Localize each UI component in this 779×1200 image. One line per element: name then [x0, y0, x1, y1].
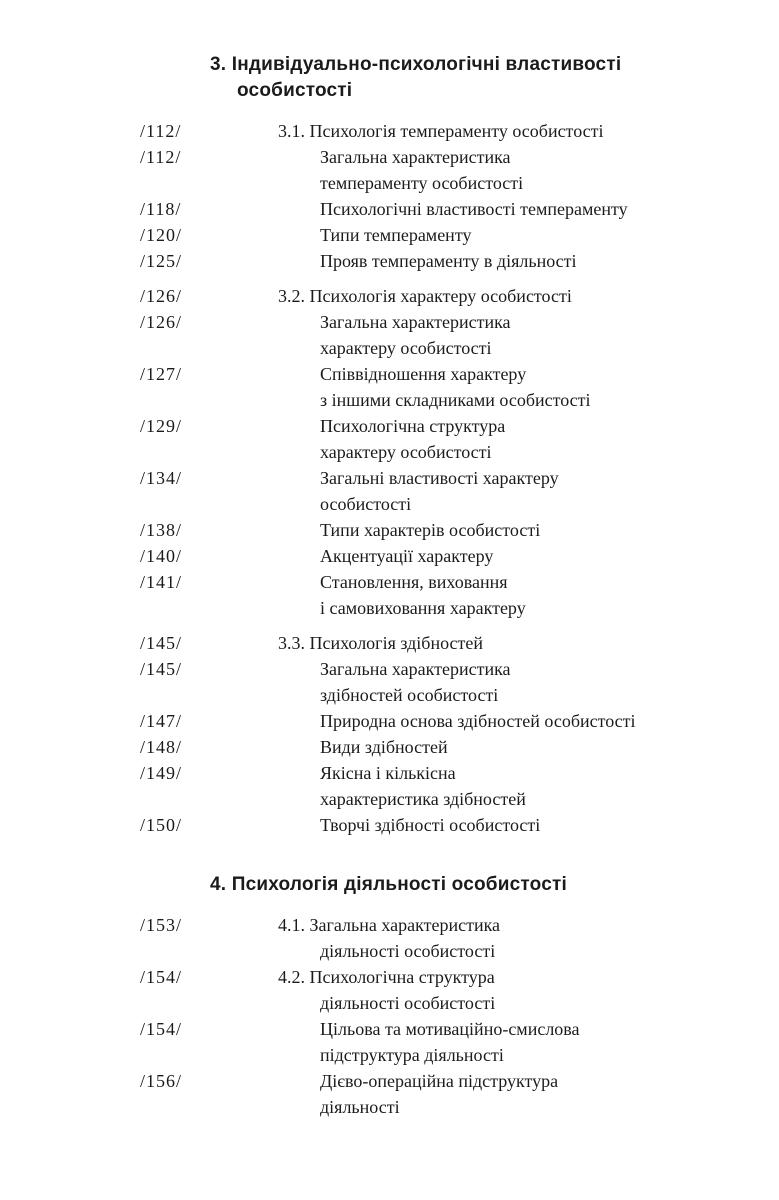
toc-page-number: /140/	[140, 546, 183, 566]
toc-entry	[0, 248, 779, 274]
toc-entry-title	[278, 283, 779, 309]
toc-entry-line: темпераменту особистості	[320, 173, 524, 193]
toc-page-number: /154/	[140, 967, 183, 987]
toc-entry-line: Співвідношення характеру	[320, 364, 527, 384]
toc-section	[0, 52, 779, 838]
toc-entry-line: Прояв темпераменту в діяльності	[320, 251, 577, 271]
toc-entry-line: 3.1. Психологія темпераменту особистості	[278, 121, 604, 141]
toc-entry-title	[278, 912, 779, 964]
toc-page-number: /112/	[140, 121, 182, 141]
toc-entry-title	[278, 196, 779, 222]
toc-entry-line: особистості	[320, 494, 412, 514]
toc-group	[0, 912, 779, 1120]
toc-group	[0, 630, 779, 838]
toc-entry	[0, 1068, 779, 1120]
toc-entry-line: Дієво-операційна підструктура	[320, 1071, 559, 1091]
toc-entry-title	[278, 734, 779, 760]
toc-entry	[0, 309, 779, 361]
toc-page-number: /145/	[140, 659, 183, 679]
toc-entry-line: Загальна характеристика	[320, 147, 511, 167]
toc-page-number: /129/	[140, 416, 183, 436]
toc-entry-line: Загальна характеристика	[320, 312, 511, 332]
toc-entry-line: Психологічна структура	[320, 416, 506, 436]
toc-entry	[0, 144, 779, 196]
toc-entry	[0, 222, 779, 248]
toc-page-number: /127/	[140, 364, 183, 384]
toc-entry	[0, 517, 779, 543]
toc-page-number: /118/	[140, 199, 182, 219]
toc-entry	[0, 465, 779, 517]
toc-entry-line: 3.2. Психологія характеру особистості	[278, 286, 572, 306]
toc-page-number: /141/	[140, 572, 183, 592]
section-heading	[210, 52, 779, 104]
toc-entry	[0, 912, 779, 964]
toc-entry-title	[278, 309, 779, 361]
toc-page-number: /126/	[140, 286, 183, 306]
toc-entry	[0, 734, 779, 760]
toc-entry-title	[278, 222, 779, 248]
toc-page-number: /125/	[140, 251, 183, 271]
toc-entry-title	[278, 708, 779, 734]
toc-entry	[0, 656, 779, 708]
toc-entry-line: Акцентуації характеру	[320, 546, 494, 566]
toc-entry-line: Загальні властивості характеру	[320, 468, 559, 488]
toc-page-number: /126/	[140, 312, 183, 332]
toc	[0, 52, 779, 1120]
toc-entry-line: Види здібностей	[320, 737, 448, 757]
toc-entry	[0, 196, 779, 222]
toc-page-number: /148/	[140, 737, 183, 757]
toc-entry-title	[278, 760, 779, 812]
toc-page-number: /156/	[140, 1071, 183, 1091]
toc-entry	[0, 118, 779, 144]
toc-entry-title	[278, 413, 779, 465]
toc-entry-line: Якісна і кількісна	[320, 763, 456, 783]
toc-page-number: /112/	[140, 147, 182, 167]
toc-entry	[0, 543, 779, 569]
toc-page-number: /154/	[140, 1019, 183, 1039]
toc-entry-line: здібностей особистості	[320, 685, 499, 705]
toc-page-number: /145/	[140, 633, 183, 653]
toc-entry-title	[278, 812, 779, 838]
toc-entry-line: діяльності	[320, 1097, 400, 1117]
toc-entry-line: Становлення, виховання	[320, 572, 508, 592]
toc-entry	[0, 569, 779, 621]
toc-entry	[0, 760, 779, 812]
toc-entry-line: Типи характерів особистості	[320, 520, 541, 540]
toc-entry-line: підструктура діяльності	[320, 1045, 504, 1065]
toc-entry-line: Природна основа здібностей особистості	[320, 711, 636, 731]
toc-group	[0, 283, 779, 621]
toc-entry	[0, 708, 779, 734]
section-heading-line: 3. Індивідуально-психологічні властивості	[210, 54, 622, 75]
toc-entry	[0, 964, 779, 1016]
section-heading-line: 4. Психологія діяльності особистості	[210, 874, 567, 895]
toc-entry-title	[278, 1068, 779, 1120]
section-heading-line: особистості	[237, 80, 353, 101]
toc-entry-title	[278, 1016, 779, 1068]
toc-entry-line: діяльності особистості	[320, 941, 496, 961]
toc-page-number: /149/	[140, 763, 183, 783]
toc-page-number: /138/	[140, 520, 183, 540]
toc-entry-title	[278, 656, 779, 708]
section-heading	[210, 872, 779, 898]
toc-entry-title	[278, 517, 779, 543]
toc-entry-line: характеру особистості	[320, 338, 492, 358]
toc-entry-title	[278, 118, 779, 144]
toc-entry-title	[278, 144, 779, 196]
toc-entry	[0, 283, 779, 309]
toc-entry-title	[278, 361, 779, 413]
toc-entry	[0, 630, 779, 656]
toc-entry-line: і самовиховання характеру	[320, 598, 526, 618]
toc-entry-title	[278, 248, 779, 274]
toc-entry-line: Творчі здібності особистості	[320, 815, 541, 835]
toc-entry-line: 4.2. Психологічна структура	[278, 967, 495, 987]
toc-entry-title	[278, 465, 779, 517]
toc-page-number: /134/	[140, 468, 183, 488]
toc-entry	[0, 812, 779, 838]
toc-entry-line: характеристика здібностей	[320, 789, 526, 809]
toc-entry-line: Загальна характеристика	[320, 659, 511, 679]
toc-section	[0, 872, 779, 1120]
toc-page-number: /120/	[140, 225, 183, 245]
toc-entry-title	[278, 964, 779, 1016]
toc-page-number: /153/	[140, 915, 183, 935]
toc-entry-line: Цільова та мотиваційно-смислова	[320, 1019, 580, 1039]
toc-entry-title	[278, 630, 779, 656]
toc-entry	[0, 413, 779, 465]
toc-page-number: /147/	[140, 711, 183, 731]
toc-entry-line: 4.1. Загальна характеристика	[278, 915, 501, 935]
toc-entry-line: Психологічні властивості темпераменту	[320, 199, 628, 219]
toc-page-number: /150/	[140, 815, 183, 835]
toc-entry	[0, 361, 779, 413]
toc-entry-line: діяльності особистості	[320, 993, 496, 1013]
toc-entry-line: 3.3. Психологія здібностей	[278, 633, 484, 653]
toc-entry-line: Типи темпераменту	[320, 225, 472, 245]
toc-entry-title	[278, 543, 779, 569]
toc-entry	[0, 1016, 779, 1068]
toc-entry-line: характеру особистості	[320, 442, 492, 462]
toc-entry-title	[278, 569, 779, 621]
toc-group	[0, 118, 779, 274]
toc-entry-line: з іншими складниками особистості	[320, 390, 591, 410]
